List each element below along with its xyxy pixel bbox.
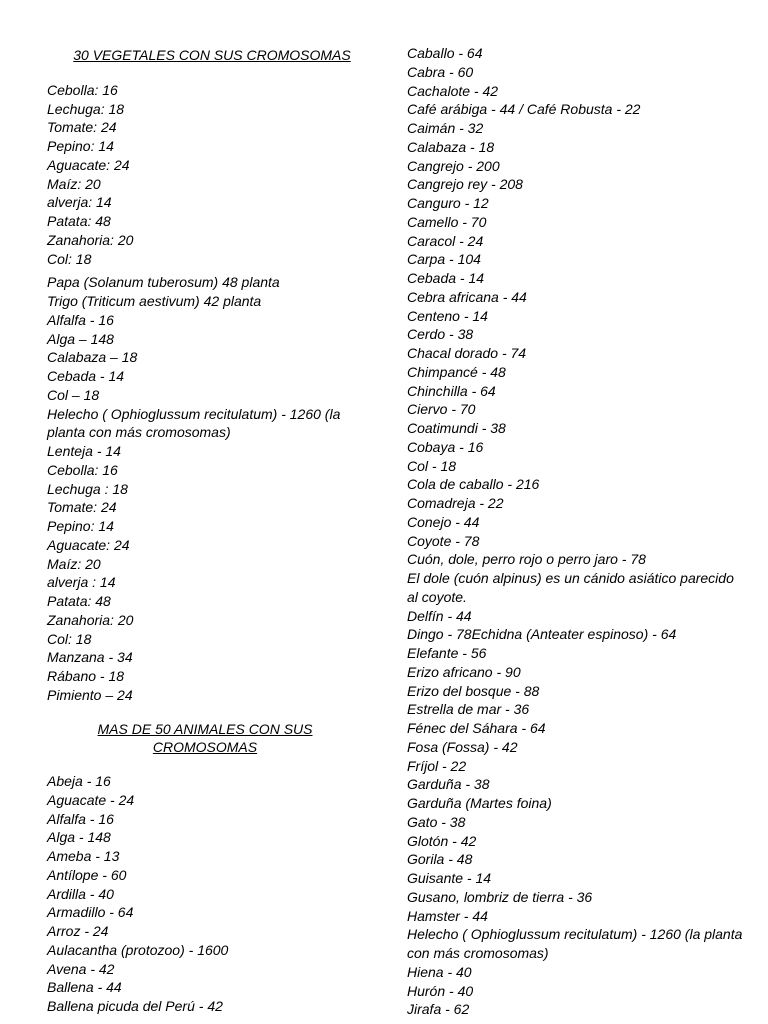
- vegetables-list-2: [47, 273, 377, 704]
- list-item: Hamster - 44: [407, 907, 488, 924]
- list-item: Ardilla - 40: [47, 885, 114, 902]
- list-item: Col - 18: [407, 457, 457, 474]
- list-item: Delfín - 44: [407, 607, 472, 624]
- animals-list-continued: [407, 44, 747, 1019]
- list-item: Erizo africano - 90: [407, 663, 521, 680]
- list-item: Guisante - 14: [407, 870, 492, 886]
- list-item: Tomate: 24: [47, 119, 117, 136]
- list-item: Canguro - 12: [407, 195, 489, 211]
- list-item: Tomate: 24: [47, 499, 117, 516]
- list-item: Cebra africana - 44: [407, 288, 527, 305]
- list-item: Aguacate: 24: [47, 536, 130, 553]
- list-item: alverja : 14: [47, 574, 116, 591]
- list-item: Helecho ( Ophioglussum recitulatum) - 1260 (la planta con más cromosomas): [407, 926, 743, 961]
- list-item: Fríjol - 22: [407, 757, 467, 774]
- list-item: Calabaza – 18: [47, 349, 138, 366]
- list-item: Cuón, dole, perro rojo o perro jaro - 78: [407, 551, 646, 568]
- list-item: Ballena picuda del Perú - 42: [47, 998, 223, 1014]
- list-item: Garduña - 38: [407, 776, 490, 793]
- list-item: Pepino: 14: [47, 138, 114, 154]
- list-item: Lechuga: 18: [47, 100, 125, 117]
- list-item: Lenteja - 14: [47, 443, 121, 459]
- list-item: Helecho ( Ophioglussum recitulatum) - 1260 (la planta con más cromosomas): [47, 405, 341, 441]
- list-item: Cobaya - 16: [407, 438, 484, 455]
- list-item: Cebada - 14: [407, 270, 485, 286]
- list-item: Conejo - 44: [407, 513, 480, 530]
- list-item: Ciervo - 70: [407, 401, 476, 418]
- left-column: [47, 44, 377, 1016]
- list-item: Cachalote - 42: [407, 82, 499, 99]
- list-item: Alga – 148: [47, 330, 114, 347]
- list-item: Cola de caballo - 216: [407, 476, 540, 493]
- list-item: Caballo - 64: [407, 45, 483, 61]
- list-item: Jirafa - 62: [407, 1001, 470, 1018]
- list-item: Patata: 48: [47, 213, 111, 229]
- list-item: Papa (Solanum tuberosum) 48 planta: [47, 274, 280, 291]
- list-item: Aulacantha (protozoo) - 1600: [47, 941, 229, 958]
- list-item: Caracol - 24: [407, 232, 484, 249]
- list-item: Col – 18: [47, 386, 100, 403]
- list-item: El dole (cuón alpinus) es un cánido asiático parecido al coyote.: [407, 570, 734, 605]
- list-item: Erizo del bosque - 88: [407, 682, 540, 699]
- list-item: Abeja - 16: [47, 773, 111, 789]
- list-item: Manzana - 34: [47, 649, 133, 666]
- list-item: Cangrejo rey - 208: [407, 176, 523, 193]
- list-item: Rábano - 18: [47, 668, 125, 684]
- list-item: Gato - 38: [407, 813, 466, 830]
- list-item: Ameba - 13: [47, 848, 120, 864]
- list-item: Zanahoria: 20: [47, 611, 134, 628]
- list-item: Alfalfa - 16: [47, 311, 114, 328]
- list-item: Maíz: 20: [47, 555, 101, 572]
- vegetables-list-1: [47, 81, 377, 269]
- list-item: Garduña (Martes foina): [407, 795, 552, 811]
- list-item: Alfalfa - 16: [47, 810, 114, 827]
- list-item: Ballena - 44: [47, 979, 122, 996]
- list-item: Maíz: 20: [47, 175, 101, 192]
- list-item: Elefante - 56: [407, 645, 487, 661]
- list-item: Cabra - 60: [407, 63, 474, 80]
- list-item: Cebolla: 16: [47, 81, 118, 98]
- list-item: Cebolla: 16: [47, 461, 118, 478]
- list-item: Comadreja - 22: [407, 495, 504, 511]
- list-item: Hiena - 40: [407, 963, 472, 980]
- list-item: Hurón - 40: [407, 982, 474, 999]
- list-item: Trigo (Triticum aestivum) 42 planta: [47, 293, 262, 309]
- list-item: Pimiento – 24: [47, 686, 133, 703]
- vegetables-heading: 30 VEGETALES CON SUS CROMOSOMAS: [73, 47, 351, 63]
- list-item: Estrella de mar - 36: [407, 701, 530, 718]
- list-item: Dingo - 78Echidna (Anteater espinoso) - 64: [407, 626, 677, 643]
- list-item: Antílope - 60: [47, 866, 127, 883]
- list-item: Café arábiga - 44 / Café Robusta - 22: [407, 101, 641, 118]
- list-item: Coatimundi - 38: [407, 420, 506, 436]
- list-item: Armadillo - 64: [47, 904, 134, 921]
- list-item: Chinchilla - 64: [407, 382, 496, 399]
- list-item: Gorila - 48: [407, 851, 473, 868]
- list-item: Patata: 48: [47, 593, 111, 609]
- list-item: Lechuga : 18: [47, 480, 128, 497]
- list-item: Cerdo - 38: [407, 326, 474, 343]
- list-item: Chimpancé - 48: [407, 363, 506, 380]
- list-item: Gusano, lombriz de tierra - 36: [407, 888, 593, 905]
- animals-heading: MAS DE 50 ANIMALES CON SUS CROMOSOMAS: [97, 720, 313, 756]
- list-item: Fosa (Fossa) - 42: [407, 738, 518, 755]
- list-item: Aguacate - 24: [47, 791, 135, 808]
- animals-list: [47, 772, 377, 1016]
- list-item: Pepino: 14: [47, 518, 114, 534]
- list-item: Fénec del Sáhara - 64: [407, 720, 546, 736]
- list-item: Calabaza - 18: [407, 138, 495, 155]
- list-item: Col: 18: [47, 250, 92, 267]
- list-item: Glotón - 42: [407, 832, 477, 849]
- list-item: Camello - 70: [407, 213, 487, 230]
- list-item: Cebada - 14: [47, 368, 125, 384]
- list-item: Alga - 148: [47, 829, 111, 846]
- list-item: Arroz - 24: [47, 923, 109, 939]
- list-item: Col: 18: [47, 630, 92, 647]
- list-item: Aguacate: 24: [47, 156, 130, 173]
- list-item: Carpa - 104: [407, 251, 481, 268]
- list-item: Zanahoria: 20: [47, 231, 134, 248]
- list-item: Centeno - 14: [407, 307, 488, 324]
- list-item: Coyote - 78: [407, 532, 480, 549]
- right-column: [407, 44, 747, 1019]
- list-item: Cangrejo - 200: [407, 157, 500, 174]
- list-item: alverja: 14: [47, 194, 112, 211]
- list-item: Chacal dorado - 74: [407, 345, 527, 361]
- list-item: Caimán - 32: [407, 120, 484, 136]
- list-item: Avena - 42: [47, 960, 115, 977]
